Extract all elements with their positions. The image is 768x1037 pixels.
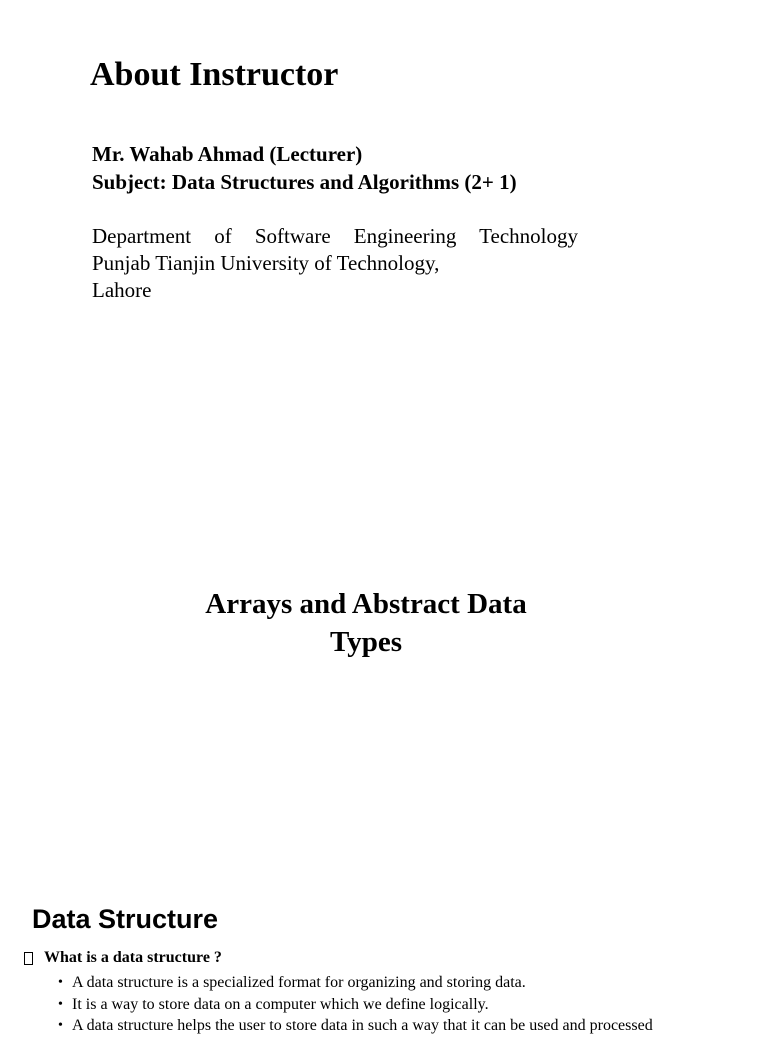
list-item: • A data structure helps the user to store data in such a way that it can be used and processed — [58, 1015, 653, 1037]
slide-data-structure — [0, 880, 768, 1034]
list-item: • It is a way to store data on a computer which we define logically. — [58, 994, 653, 1016]
university-line: Punjab Tianjin University of Technology, — [92, 251, 440, 275]
slide-arrays-adt — [0, 440, 768, 840]
department-line: Department of Software Engineering Technology — [92, 224, 578, 248]
slide-title: Data Structure — [32, 904, 219, 934]
slide-title — [0, 585, 732, 661]
instructor-name: Mr. Wahab Ahmad (Lecturer) — [92, 142, 363, 166]
slide-about-instructor — [0, 0, 768, 380]
checkbox-icon — [24, 952, 33, 965]
slide-title: About Instructor — [90, 56, 339, 93]
title-line-1: Arrays and Abstract Data — [205, 588, 527, 620]
subject-line: Subject: Data Structures and Algorithms (2+ 1) — [92, 170, 517, 194]
bullet-list — [58, 972, 653, 1037]
title-line-2: Types — [330, 626, 402, 658]
list-item: • A data structure is a specialized format for organizing and storing data. — [58, 972, 653, 994]
question-row — [24, 949, 222, 967]
city-line: Lahore — [92, 278, 152, 302]
question-text: What is a data structure ? — [44, 949, 222, 966]
